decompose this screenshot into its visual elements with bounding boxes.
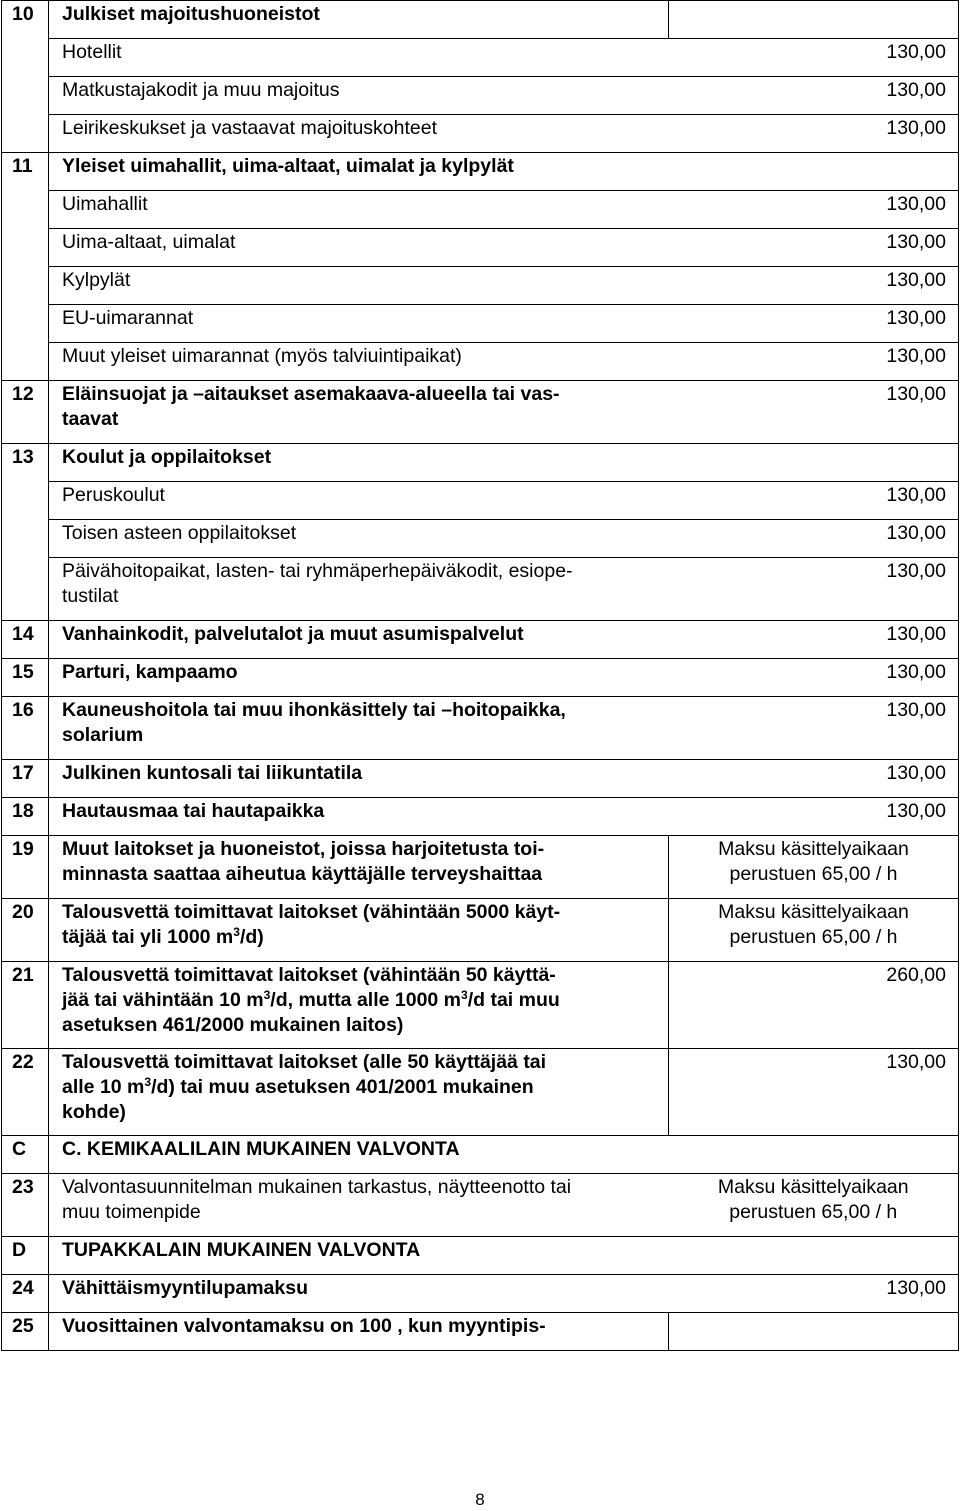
row-label: Kylpylät	[49, 267, 669, 305]
row-value: 130,00	[669, 482, 959, 520]
table-row	[2, 760, 959, 798]
row-number: 19	[2, 836, 49, 899]
row-number: 18	[2, 798, 49, 836]
row-number: D	[2, 1237, 49, 1275]
table-row	[2, 621, 959, 659]
row-value: 130,00	[669, 305, 959, 343]
row-value: Maksu käsittelyaikaan perustuen 65,00 / h	[669, 1174, 959, 1237]
row-label: C. KEMIKAALILAIN MUKAINEN VALVONTA	[49, 1136, 669, 1174]
table-row	[2, 115, 959, 153]
row-number: 16	[2, 697, 49, 760]
table-row	[2, 153, 959, 191]
table-row	[2, 381, 959, 444]
table-row	[2, 1237, 959, 1275]
row-label: EU-uimarannat	[49, 305, 669, 343]
row-value: 130,00	[669, 115, 959, 153]
row-label: Uima-altaat, uimalat	[49, 229, 669, 267]
table-row	[2, 444, 959, 482]
row-value: 130,00	[669, 267, 959, 305]
row-value: 130,00	[669, 760, 959, 798]
row-value: Maksu käsittelyaikaan perustuen 65,00 / h	[669, 836, 959, 899]
table-row	[2, 267, 959, 305]
row-number: 10	[2, 1, 49, 39]
row-label: Peruskoulut	[49, 482, 669, 520]
row-value: 130,00	[669, 39, 959, 77]
row-value	[669, 1, 959, 39]
table-row	[2, 229, 959, 267]
row-number: 23	[2, 1174, 49, 1237]
row-label: Vähittäismyyntilupamaksu	[49, 1275, 669, 1313]
row-label: Vanhainkodit, palvelutalot ja muut asumispalvelut	[49, 621, 669, 659]
row-label: Toisen asteen oppilaitokset	[49, 520, 669, 558]
row-value: 260,00	[669, 962, 959, 1049]
table-row	[2, 191, 959, 229]
row-number: 17	[2, 760, 49, 798]
row-label: Muut yleiset uimarannat (myös talviuintipaikat)	[49, 343, 669, 381]
row-number: 22	[2, 1049, 49, 1136]
table-row	[2, 899, 959, 962]
table-row	[2, 962, 959, 1049]
table-row	[2, 1049, 959, 1136]
row-number: 12	[2, 381, 49, 444]
table-row	[2, 558, 959, 621]
table-row	[2, 659, 959, 697]
table-row	[2, 697, 959, 760]
row-number: 11	[2, 153, 49, 191]
row-value: 130,00	[669, 659, 959, 697]
row-number: 21	[2, 962, 49, 1049]
row-value: 130,00	[669, 191, 959, 229]
table-row	[2, 836, 959, 899]
row-value: Maksu käsittelyaikaan perustuen 65,00 / h	[669, 899, 959, 962]
row-label: Julkinen kuntosali tai liikuntatila	[49, 760, 669, 798]
table-row	[2, 343, 959, 381]
row-value: 130,00	[669, 558, 959, 621]
row-label: Vuosittainen valvontamaksu on 100 , kun myyntipis-	[49, 1313, 669, 1351]
row-value: 130,00	[669, 520, 959, 558]
row-label: Hautausmaa tai hautapaikka	[49, 798, 669, 836]
row-label: Kauneushoitola tai muu ihonkäsittely tai –hoitopaikka, solarium	[49, 697, 669, 760]
row-label: Julkiset majoitushuoneistot	[49, 1, 669, 39]
table-row	[2, 1, 959, 39]
row-label: Uimahallit	[49, 191, 669, 229]
table-row	[2, 39, 959, 77]
row-label: Talousvettä toimittavat laitokset (vähintään 50 käyttä- jää tai vähintään 10 $m^3/d$, mutta alle 1000 $m^3/d$ tai muu asetuksen 461/2000 mukainen laitos)	[49, 962, 669, 1049]
table-row	[2, 1136, 959, 1174]
row-label: Talousvettä toimittavat laitokset (alle 50 käyttäjää tai alle 10 $m^3/d$) tai muu asetuksen 401/2001 mukainen kohde)	[49, 1049, 669, 1136]
row-label: Yleiset uimahallit, uima-altaat, uimalat ja kylpylät	[49, 153, 669, 191]
row-label: Päivähoitopaikat, lasten- tai ryhmäperhepäiväkodit, esiope- tustilat	[49, 558, 669, 621]
row-value: 130,00	[669, 77, 959, 115]
row-label: Muut laitokset ja huoneistot, joissa harjoitetusta toi- minnasta saattaa aiheutua käyttäjälle terveyshaittaa	[49, 836, 669, 899]
row-value: 130,00	[669, 1275, 959, 1313]
table-row	[2, 482, 959, 520]
row-label: Koulut ja oppilaitokset	[49, 444, 669, 482]
row-value: 130,00	[669, 381, 959, 444]
row-value: 130,00	[669, 798, 959, 836]
page-number: 8	[475, 1490, 485, 1509]
row-label: Talousvettä toimittavat laitokset (vähintään 5000 käyt- täjää tai yli 1000 $m^3/d$)	[49, 899, 669, 962]
row-label: Valvontasuunnitelman mukainen tarkastus, näytteenotto tai muu toimenpide	[49, 1174, 669, 1237]
row-label: Parturi, kampaamo	[49, 659, 669, 697]
row-number: 15	[2, 659, 49, 697]
row-value: 130,00	[669, 697, 959, 760]
row-value: 130,00	[669, 621, 959, 659]
row-number: 25	[2, 1313, 49, 1351]
row-number: C	[2, 1136, 49, 1174]
table-row	[2, 1313, 959, 1351]
row-label: Hotellit	[49, 39, 669, 77]
table-row	[2, 520, 959, 558]
table-row	[2, 798, 959, 836]
row-number: 20	[2, 899, 49, 962]
row-number: 13	[2, 444, 49, 482]
fee-table	[1, 0, 959, 1351]
row-value: 130,00	[669, 1049, 959, 1136]
table-row	[2, 1174, 959, 1237]
row-label: TUPAKKALAIN MUKAINEN VALVONTA	[49, 1237, 669, 1275]
row-value: 130,00	[669, 229, 959, 267]
row-label: Leirikeskukset ja vastaavat majoituskohteet	[49, 115, 669, 153]
row-number: 14	[2, 621, 49, 659]
table-row	[2, 77, 959, 115]
row-number: 24	[2, 1275, 49, 1313]
row-label: Matkustajakodit ja muu majoitus	[49, 77, 669, 115]
row-label: Eläinsuojat ja –aitaukset asemakaava-alueella tai vas- taavat	[49, 381, 669, 444]
table-row	[2, 1275, 959, 1313]
table-row	[2, 305, 959, 343]
row-value: 130,00	[669, 343, 959, 381]
